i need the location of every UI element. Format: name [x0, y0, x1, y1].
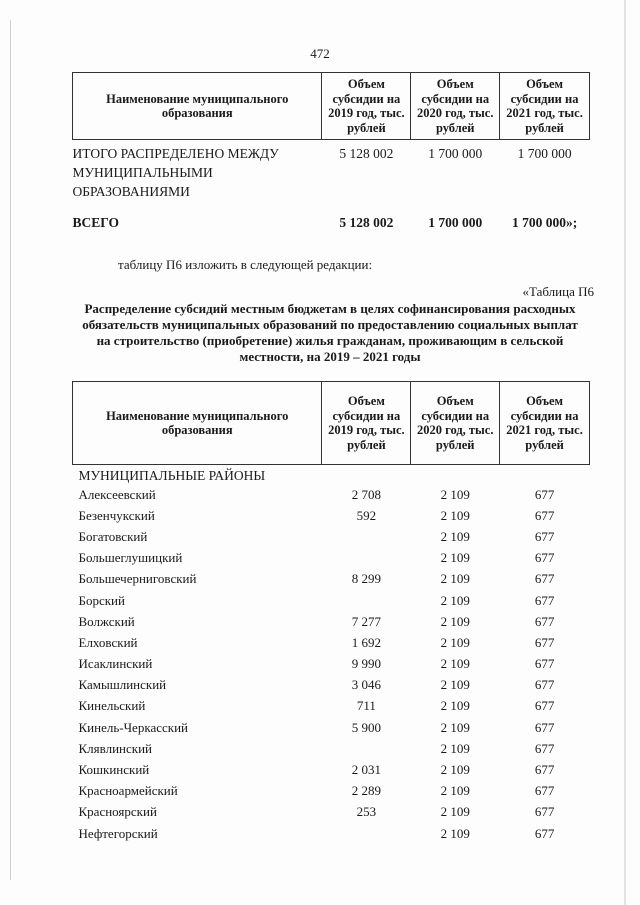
- row-2019: [322, 548, 411, 569]
- header-name: Наименование муниципального образования: [73, 382, 322, 465]
- row-2019: 2 289: [351, 783, 381, 799]
- row-name: Клявлинский: [78, 740, 153, 756]
- header-name: Наименование муниципального образования: [73, 73, 322, 140]
- table-row: [73, 548, 590, 569]
- row-2021: 677: [534, 804, 555, 820]
- intro-text: таблицу П6 изложить в следующей редакции:: [118, 257, 373, 272]
- table-row: [73, 738, 590, 759]
- row-2019: [322, 526, 411, 547]
- row-2020: 2 109: [440, 740, 470, 756]
- row-2020: 2 109: [440, 656, 470, 672]
- row-2021: 677: [534, 719, 555, 735]
- row-2021: 677: [534, 698, 555, 714]
- header-2019: Объем субсидии на 2019 год, тыс. рублей: [322, 73, 411, 140]
- row-2020: 2 109: [440, 634, 470, 650]
- table-row: [73, 484, 590, 505]
- table-label: «Таблица П6: [522, 284, 594, 299]
- table-row: [73, 717, 590, 738]
- header-2020: Объем субсидии на 2020 год, тыс. рублей: [411, 73, 500, 140]
- row-2021: 677: [534, 677, 555, 693]
- row-name: Кинель-Черкасский: [78, 719, 188, 735]
- table-header-row: [73, 382, 590, 465]
- header-2019: Объем субсидии на 2019 год, тыс. рублей: [322, 382, 411, 465]
- row-2020: 2 109: [440, 825, 470, 841]
- row-2019: 592: [356, 507, 377, 523]
- row-2019: [322, 738, 411, 759]
- row-name: Камышлинский: [78, 677, 167, 693]
- row-2020: 2 109: [440, 550, 470, 566]
- page-edge-line: [10, 20, 11, 880]
- row-2021: 677: [534, 486, 555, 502]
- row-name: Красноярский: [78, 804, 157, 820]
- itogo-2020: 1 700 000: [428, 146, 483, 161]
- table-row: [73, 526, 590, 547]
- table-row: [73, 654, 590, 675]
- row-2019: 3 046: [351, 677, 381, 693]
- table-row: [73, 823, 590, 844]
- table-row: [73, 632, 590, 653]
- row-2020: 2 109: [440, 719, 470, 735]
- vsego-2020: 1 700 000: [428, 215, 483, 230]
- row-2021: 677: [534, 762, 555, 778]
- header-2020: Объем субсидии на 2020 год, тыс. рублей: [411, 382, 500, 465]
- row-2020: 2 109: [440, 762, 470, 778]
- row-2021: 677: [534, 571, 555, 587]
- row-2021: 677: [534, 592, 555, 608]
- row-2019: 2 708: [351, 486, 381, 502]
- row-2019: 1 692: [351, 634, 381, 650]
- row-2021: 677: [534, 740, 555, 756]
- table-row: [73, 675, 590, 696]
- page-number: 472: [310, 46, 330, 61]
- row-name: Кинельский: [78, 698, 146, 714]
- row-name: Богатовский: [78, 528, 148, 544]
- row-2020: 2 109: [440, 486, 470, 502]
- row-2019: [322, 590, 411, 611]
- row-name: Безенчукский: [78, 507, 155, 523]
- itogo-name: ИТОГО РАСПРЕДЕЛЕНО МЕЖДУ МУНИЦИПАЛЬНЫМИ ОБРАЗОВАНИЯМИ: [72, 146, 279, 199]
- row-2020: 2 109: [440, 592, 470, 608]
- table-row: [73, 759, 590, 780]
- table-row: [73, 569, 590, 590]
- table-row: [73, 781, 590, 802]
- row-name: Исаклинский: [78, 656, 153, 672]
- row-name: Елховский: [78, 634, 138, 650]
- row-name: Борский: [78, 592, 125, 608]
- table-header-row: [73, 73, 590, 140]
- row-2020: 2 109: [440, 783, 470, 799]
- vsego-2019: 5 128 002: [339, 215, 394, 230]
- row-2020: 2 109: [440, 804, 470, 820]
- row-2021: 677: [534, 550, 555, 566]
- table-row: [73, 611, 590, 632]
- row-2019: [322, 823, 411, 844]
- section-label: МУНИЦИПАЛЬНЫЕ РАЙОНЫ: [78, 467, 266, 483]
- row-2019: 2 031: [351, 762, 381, 778]
- row-2019: 9 990: [351, 656, 381, 672]
- table-row: [73, 590, 590, 611]
- vsego-row: [73, 201, 590, 232]
- section-row: [73, 465, 590, 485]
- row-name: Алексеевский: [78, 486, 156, 502]
- row-2019: 711: [356, 698, 376, 714]
- row-2021: 677: [534, 825, 555, 841]
- row-2021: 677: [534, 656, 555, 672]
- row-2020: 2 109: [440, 507, 470, 523]
- page-edge-shadow: [624, 0, 626, 905]
- row-2020: 2 109: [440, 613, 470, 629]
- row-2021: 677: [534, 634, 555, 650]
- vsego-2021: 1 700 000»;: [511, 215, 578, 230]
- row-name: Волжский: [78, 613, 135, 629]
- row-2021: 677: [534, 507, 555, 523]
- row-name: Красноармейский: [78, 783, 178, 799]
- row-2020: 2 109: [440, 528, 470, 544]
- itogo-2019: 5 128 002: [339, 146, 394, 161]
- table-p5-tail: [72, 72, 590, 232]
- row-2021: 677: [534, 783, 555, 799]
- row-name: Большеглушицкий: [78, 550, 183, 566]
- row-2021: 677: [534, 613, 555, 629]
- row-name: Нефтегорский: [78, 825, 158, 841]
- table-p6: [72, 381, 590, 844]
- table-row: [73, 802, 590, 823]
- itogo-2021: 1 700 000: [517, 146, 572, 161]
- row-name: Большечерниговский: [78, 571, 197, 587]
- table-title: Распределение субсидий местным бюджетам в целях софинансирования расходных обязательств муниципальных образований по предоставлению социальных выплат на строительство (приобретение) жилья гражданам, проживающим в сельской местности, на 2019 – 2021 годы: [82, 301, 578, 364]
- row-2019: 8 299: [351, 571, 381, 587]
- table-row: [73, 505, 590, 526]
- row-2019: 7 277: [351, 613, 381, 629]
- row-2020: 2 109: [440, 571, 470, 587]
- row-2019: 5 900: [351, 719, 381, 735]
- row-2019: 253: [356, 804, 377, 820]
- table-row: [73, 696, 590, 717]
- itogo-row: [73, 140, 590, 202]
- row-name: Кошкинский: [78, 762, 150, 778]
- row-2021: 677: [534, 528, 555, 544]
- header-2021: Объем субсидии на 2021 год, тыс. рублей: [500, 382, 590, 465]
- row-2020: 2 109: [440, 677, 470, 693]
- vsego-name: ВСЕГО: [72, 215, 120, 230]
- row-2020: 2 109: [440, 698, 470, 714]
- header-2021: Объем субсидии на 2021 год, тыс. рублей: [500, 73, 590, 140]
